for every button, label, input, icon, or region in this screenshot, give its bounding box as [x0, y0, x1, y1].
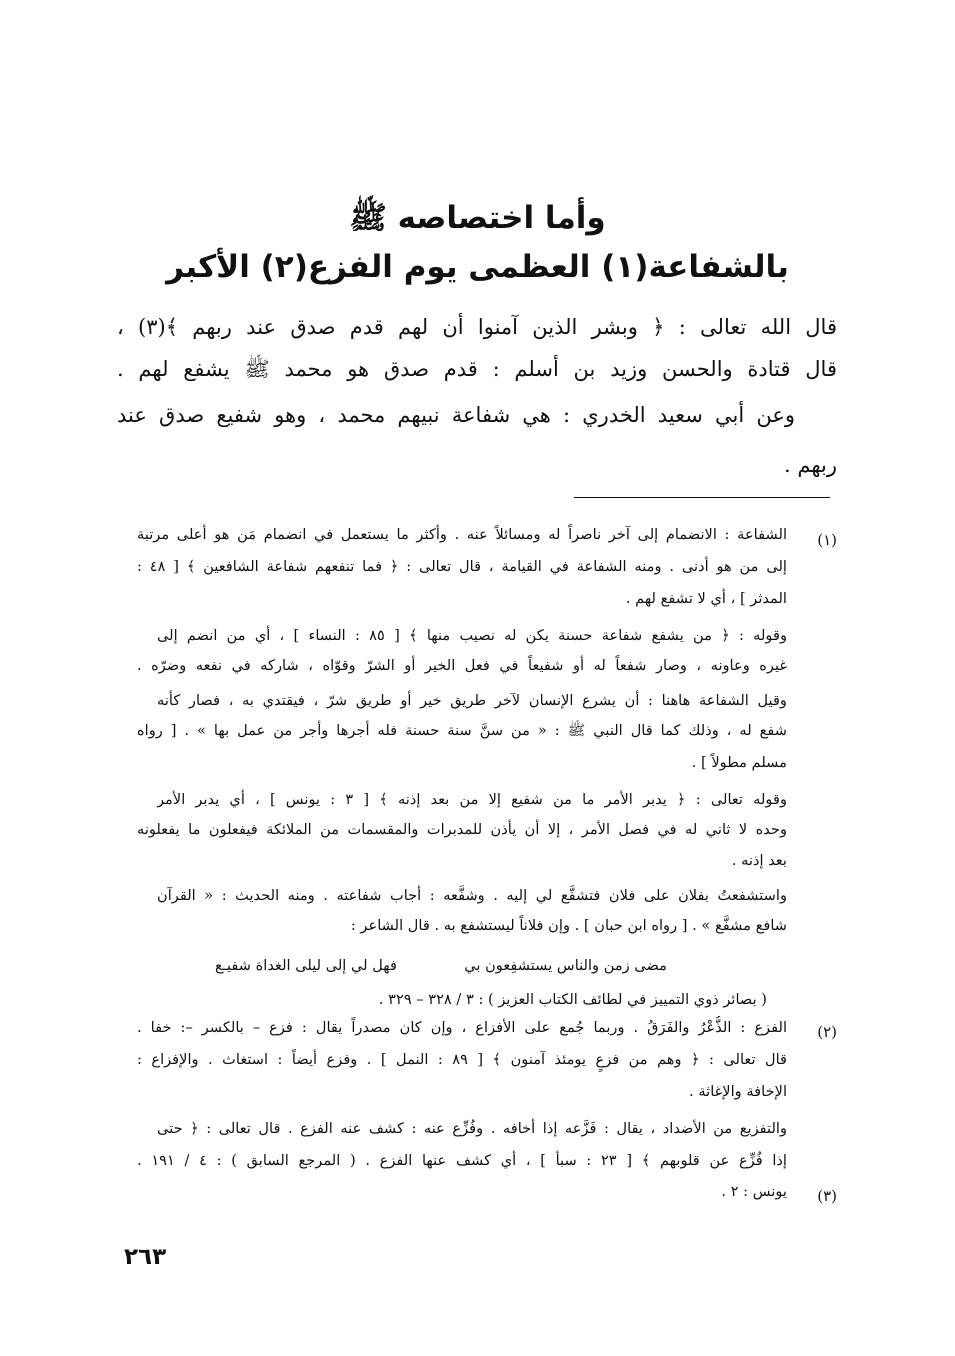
- footnote-line: مسلم مطولاً ] .: [691, 754, 787, 771]
- footnote-line: وقوله تعالى : ﴿ يدبر الأمر ما من شفيع إلا من بعد إذنه ﴾ [ ٣ : يونس ] ، أي يدبر الأمر: [157, 791, 787, 808]
- verse-hemistich-first: مضى زمن والناس يستشفِعون بي: [464, 957, 667, 974]
- footnote-line: وقوله : ﴿ من يشفع شفاعة حسنة يكن له نصيب منها ﴾ [ ٨٥ : النساء ] ، أي من انضم إلى: [157, 627, 787, 644]
- footnote-line: الفزع : الذُّعْرُ والفَرَقُ . وربما جُمع على الأفزاع ، وإن كان مصدراً يقال : فزع – بالكسر –: خفا .: [137, 1019, 787, 1036]
- footnote-line: شافع مشفَّع » . [ رواه ابن حبان ] . وإن فلاناً ليستشفع به . قال الشاعر :: [350, 917, 787, 934]
- body-line: قال الله تعالى : ﴿ وبشر الذين آمنوا أن لهم قدم صدق عند ربهم ﴾(٣) ،: [117, 315, 837, 339]
- footnote-number: (٢): [817, 1023, 837, 1041]
- verse-hemistich-second: فهل لي إلى ليلى الغداة شفيـع: [214, 957, 397, 974]
- body-line: وعن أبي سعيد الخدري : هي شفاعة نبيهم محمد ، وهو شفيع صدق عند: [117, 403, 795, 427]
- body-line: ربهم .: [784, 453, 837, 477]
- footnote-number: (٣): [817, 1187, 837, 1205]
- footnote-number: (١): [817, 531, 837, 549]
- footnote-line: قال تعالى : ﴿ وهم من فزعٍ يومئذ آمنون ﴾ [ ٨٩ : النمل ] . وفزع أيضاً : استغاث . والإفزاع :: [137, 1051, 787, 1068]
- footnote-line: غيره وعاونه ، وصار شفعاً له أو شفيعاً في فعل الخير أو الشرّ وقوّاه ، شاركه في نفعه وضرّه .: [137, 657, 787, 674]
- footnote-line: إذا فُزِّع عن قلوبهم ﴾ [ ٢٣ : سبأ ] ، أي كشف عنها الفزع . ( المرجع السابق ) : ٤ / ١٩١ .: [137, 1152, 787, 1169]
- footnote-line: شفع له ، وذلك كما قال النبي ﷺ : « من سنَّ سنة حسنة فله أجرها وأجر من عمل بها » . [ رواه: [137, 722, 787, 739]
- footnote-line: الشفاعة : الانضمام إلى آخر ناصراً له ومسائلاً عنه . وأكثر ما يستعمل في انضمام مَن هو أعلى مرتبة: [137, 526, 787, 543]
- chapter-heading-line-1: وأما اختصاصه ﷺ: [349, 200, 606, 236]
- page-number: ٢٦٣: [124, 1244, 167, 1270]
- footnote-line: إلى من هو أدنى . ومنه الشفاعة في القيامة ، قال تعالى : ﴿ فما تنفعهم شفاعة الشافعين ﴾ [ ٤٨ :: [137, 558, 787, 575]
- footnote-source: ( بصائر ذوي التمييز في لطائف الكتاب العزيز ) : ٣ / ٣٢٨ – ٣٢٩ .: [378, 991, 767, 1008]
- footnote-line: بعد إذنه .: [731, 852, 787, 869]
- footnote-separator: [574, 497, 830, 498]
- body-line: قال قتادة والحسن وزيد بن أسلم : قدم صدق هو محمد ﷺ يشفع لهم .: [117, 357, 837, 381]
- footnote-line: وحده لا ثاني له في فصل الأمر ، إلا أن يأذن للمدبرات والمقسمات من الملائكة فيفعلون ما يفعلونه: [137, 821, 787, 838]
- footnote-line: يونس : ٢ .: [721, 1183, 787, 1200]
- footnote-line: المدثر ] ، أي لا تشفع لهم .: [625, 590, 787, 607]
- footnote-line: وقيل الشفاعة هاهنا : أن يشرع الإنسان لآخر طريق خير أو طريق شرّ ، فيقتدي به ، فصار كأنه: [157, 692, 787, 709]
- footnote-line: والتفزيع من الأضداد ، يقال : فَزَّعه إذا أخافه . وفُزِّع عنه : كشف عنه الفزع . قال تعالى : ﴿ حتى: [157, 1120, 787, 1137]
- chapter-heading-line-2: بالشفاعة(١) العظمى يوم الفزع(٢) الأكبر: [166, 249, 789, 285]
- footnote-line: واستشفعتُ بفلان على فلان فتشفَّع لي إليه . وشفَّعه : أجاب شفاعته . ومنه الحديث : « القرآن: [157, 887, 787, 904]
- footnote-line: الإخافة والإغاثة .: [689, 1083, 787, 1100]
